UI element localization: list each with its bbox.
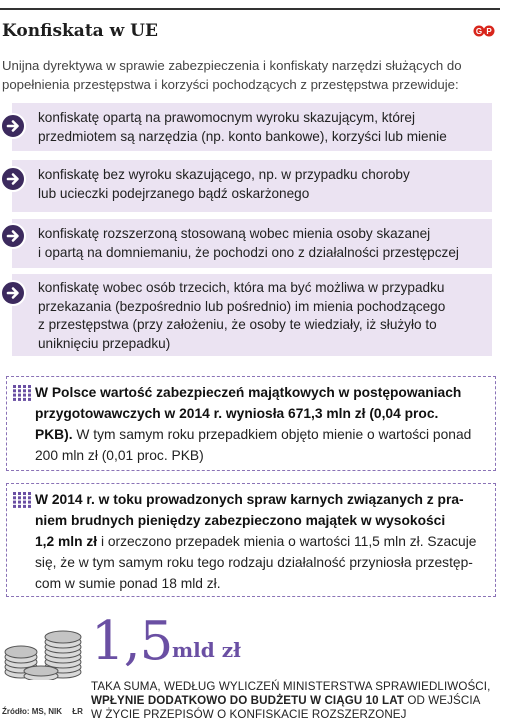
caption-line: OD WEJŚCIA: [404, 694, 481, 707]
fact-line: 200 mln zł (0,01 proc. PKB): [35, 448, 204, 463]
svg-text:G: G: [475, 27, 483, 36]
item-line: z przestępstwa (przy założeniu, że osoby te wiedziały, iż służyło to: [38, 317, 437, 332]
fact-box: [6, 376, 496, 471]
author-initials: ŁR: [72, 707, 83, 716]
fact-line: W Polsce wartość zabezpieczeń majątkowych w postępowaniach: [35, 385, 462, 400]
top-rule: [0, 8, 500, 10]
arrow-right-icon: [0, 166, 26, 192]
highlight-caption: [91, 680, 501, 722]
item-line: i opartą na domniemaniu, że pochodzi ono z działalności przestępczej: [38, 244, 459, 260]
fact-line: się, że w tym samym roku tego rodzaju działalność przyniosła przestęp-: [35, 555, 473, 570]
caption-line: TAKA SUMA, WEDŁUG WYLICZEŃ MINISTERSTWA SPRAWIEDLIWOŚCI,: [91, 680, 491, 693]
dotted-grid-icon: [13, 385, 31, 401]
fact-box: [6, 483, 496, 597]
fact-line: PKB).: [35, 427, 73, 442]
fact-line: i orzeczono przepadek mienia o wartości 11,5 mln zł. Szacuje: [97, 534, 477, 549]
list-item: [12, 274, 492, 356]
item-line: przekazania (bezpośrednio lub pośrednio) im mienia pochodzącego: [38, 298, 446, 314]
caption-line-bold: WPŁYNIE DODATKOWO DO BUDŻETU W CIĄGU 10 LAT: [91, 694, 405, 707]
item-line: konfiskatę bez wyroku skazującego, np. w przypadku choroby: [38, 167, 410, 182]
fact-line: przygotowawczych w 2014 r. wyniosła 671,3 mln zł (0,04 proc.: [35, 406, 439, 421]
publisher-logo: [473, 25, 495, 37]
caption-line: W ŻYCIE PRZEPISÓW O KONFISKACIE ROZSZERZONEJ: [91, 708, 407, 721]
item-line: przedmiotem są narzędzia (np. konto bankowe), korzyści lub mienie: [38, 128, 447, 144]
highlight-unit: mld zł: [172, 638, 241, 662]
item-line: konfiskatę opartą na prawomocnym wyroku skazującym, której: [38, 110, 416, 125]
intro-text: Unijna dyrektywa w sprawie zabezpieczenia i konfiskaty narzędzi służących do popełnienia przestępstwa i korzyści pochodzących z przestępstwa przewiduje:: [2, 58, 462, 92]
dotted-grid-icon: [13, 492, 31, 508]
coin-stack-icon: [3, 618, 87, 680]
item-line: uniknięciu przepadku): [38, 335, 171, 351]
list-item: [12, 160, 492, 212]
source-text: Źródło: MS, NIK: [2, 707, 62, 716]
highlight-number: 1,5: [91, 611, 173, 672]
fact-line: W 2014 r. w toku prowadzonych spraw karnych związanych z pra-: [35, 492, 464, 507]
arrow-right-icon: [0, 223, 26, 249]
source-note: [2, 707, 83, 716]
fact-line: com w sumie ponad 18 mld zł.: [35, 576, 221, 591]
page-title: Konfiskata w UE: [2, 21, 158, 41]
arrow-right-icon: [0, 280, 26, 306]
arrow-right-icon: [0, 113, 26, 139]
list-item: [12, 103, 492, 151]
item-line: konfiskatę rozszerzoną stosowaną wobec mienia osoby skazanej: [38, 226, 431, 241]
list-item: [12, 219, 492, 268]
svg-text:P: P: [486, 27, 492, 36]
item-line: konfiskatę wobec osób trzecich, która ma być możliwa w przypadku: [38, 280, 445, 295]
item-line: lub ucieczki podejrzanego bądź oskarżonego: [38, 185, 310, 201]
fact-line: niem brudnych pieniędzy zabezpieczono majątek w wysokości: [35, 513, 446, 528]
fact-line: 1,2 mln zł: [35, 534, 98, 549]
fact-line: W tym samym roku przepadkiem objęto mienie o wartości ponad: [72, 427, 472, 442]
